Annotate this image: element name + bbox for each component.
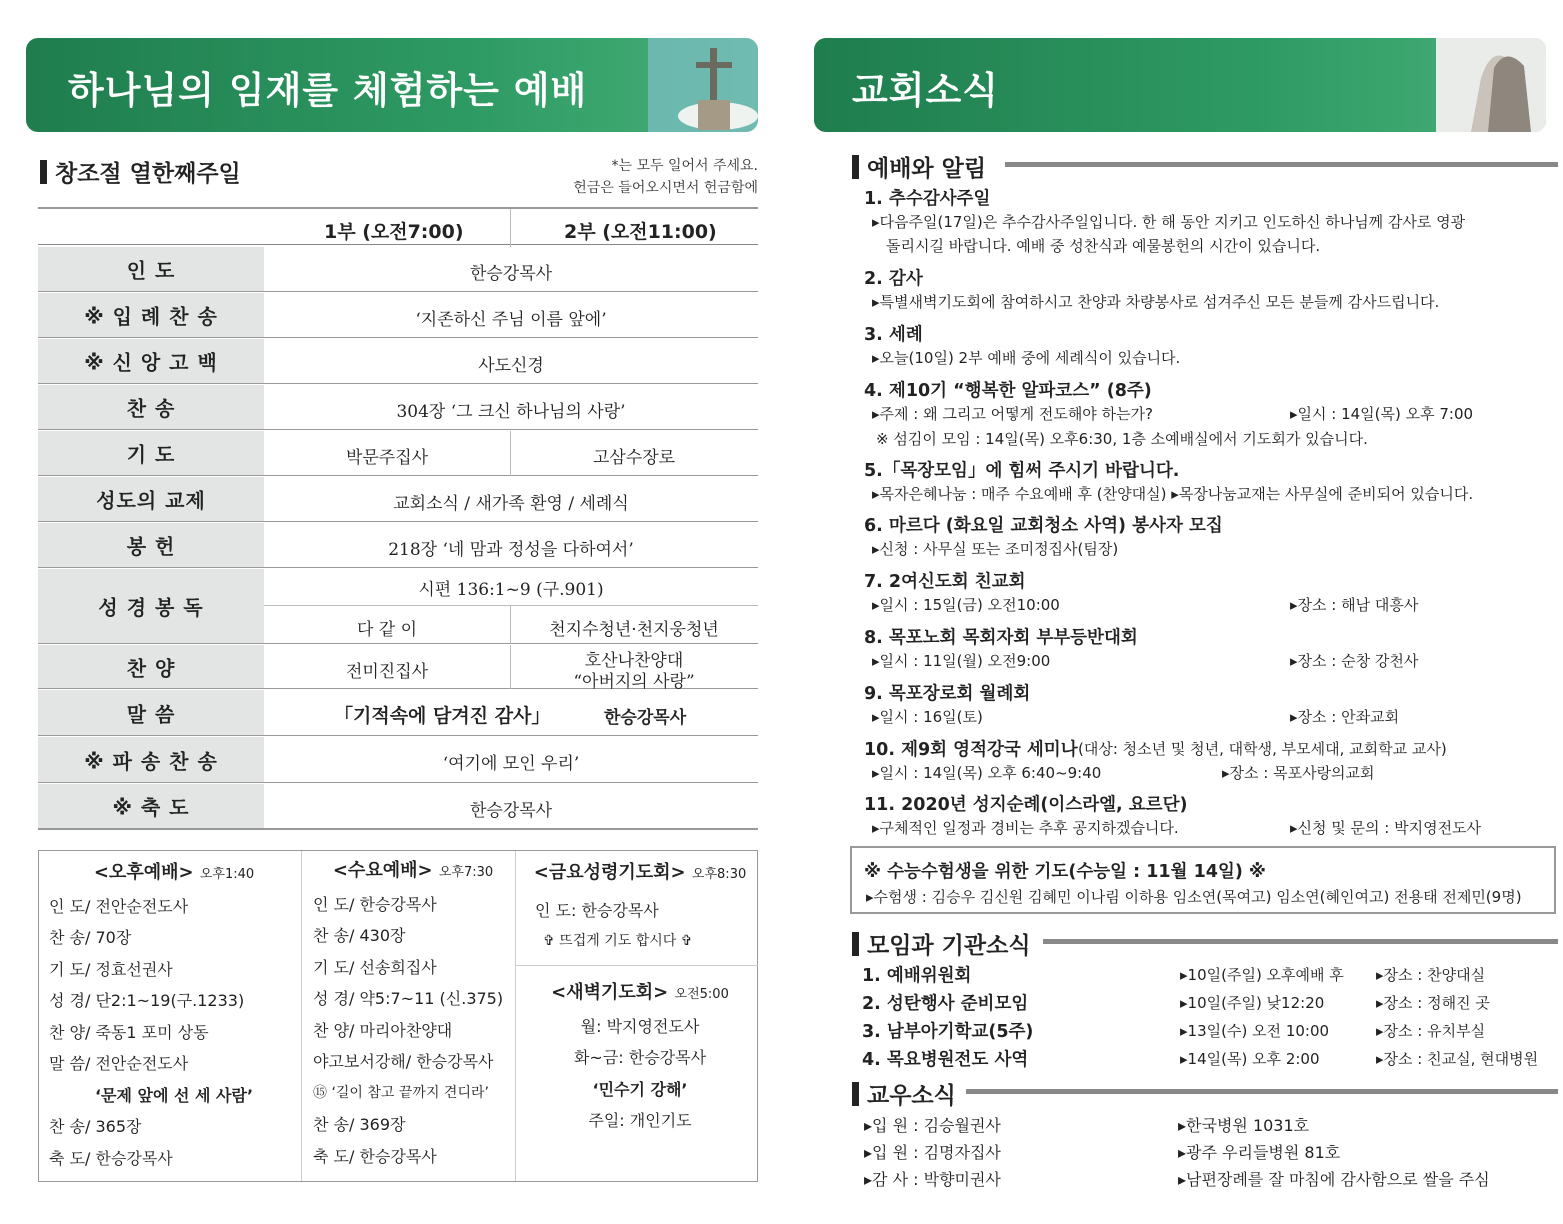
meeting-place: ▸장소 : 정해진 곳 xyxy=(1376,994,1490,1012)
row-value: 304장 ‘그 크신 하나님의 사랑’ xyxy=(396,402,626,422)
order-table-header xyxy=(38,207,758,245)
other-services-box xyxy=(38,850,758,1182)
row-value-first: 박문주집사 xyxy=(345,448,429,468)
row-label: 성도의 교제 xyxy=(96,488,206,513)
member-detail: ▸남편장례를 잘 마침에 감사함으로 쌀을 주심 xyxy=(1178,1170,1490,1189)
wednesday-service xyxy=(313,855,513,1172)
dawn-time: 오전5:00 xyxy=(674,987,729,1002)
second-service-header: 2부 (오전11:00) xyxy=(564,221,717,243)
notice-detail: ▸오늘(10일) 2부 예배 중에 세례식이 있습니다. xyxy=(872,349,1181,367)
notice-title: 2. 감사 xyxy=(864,269,923,289)
notice-subtitle: (대상: 청소년 및 청년, 대학생, 부모세대, 교회학교 교사) xyxy=(1078,740,1447,758)
worship-banner-title: 하나님의 임재를 체험하는 예배 xyxy=(68,69,588,112)
order-row xyxy=(38,784,758,830)
row-label: ※ 축 도 xyxy=(112,795,190,820)
section-meetings: 모임과 기관소식 xyxy=(852,927,1031,960)
notice-detail: ▸특별새벽기도회에 참여하시고 찬양과 차량봉사로 섬겨주신 모든 분들께 감사드립니다. xyxy=(872,293,1440,311)
order-row xyxy=(38,737,758,783)
notice-detail: ▸일시 : 11일(월) 오전9:00 xyxy=(872,652,1051,670)
row-value: 시편 136:1~9 (구.901) xyxy=(418,580,604,600)
row-value: 사도신경 xyxy=(478,356,544,376)
row-label: ※ 신 앙 고 백 xyxy=(84,350,218,375)
afternoon-line: 찬 송/ 365장 xyxy=(49,1117,142,1136)
member-item: ▸입 원 : 김승월권사 xyxy=(864,1116,1001,1135)
section-member-news: 교우소식 xyxy=(852,1077,956,1110)
exam-prayer-box xyxy=(850,846,1556,914)
worship-banner xyxy=(26,38,758,132)
afternoon-service xyxy=(49,857,299,1174)
notice-title: 5.「목장모임」에 힘써 주시기 바랍니다. xyxy=(864,461,1180,481)
row-value: 교회소식 / 새가족 환영 / 세례식 xyxy=(393,494,629,514)
notice-detail: ▸일시 : 16일(토) xyxy=(872,708,983,726)
order-row xyxy=(38,645,758,692)
notice-detail: ▸목자은혜나눔 : 매주 수요예배 후 (찬양대실) ▸목장나눔교재는 사무실에 준비되어 있습니다. xyxy=(872,485,1474,503)
order-row xyxy=(38,339,758,384)
wednesday-sermon: ⑮ ‘길이 참고 끝까지 견디라’ xyxy=(313,1084,489,1101)
member-detail: ▸광주 우리들병원 81호 xyxy=(1178,1143,1341,1162)
order-row xyxy=(38,385,758,430)
wednesday-title: <수요예배> xyxy=(332,860,433,881)
row-label: ※ 입 례 찬 송 xyxy=(84,304,218,329)
friday-time: 오후8:30 xyxy=(691,867,747,882)
row-label: 말 씀 xyxy=(126,702,176,726)
sermon-title: 「기적속에 담겨진 감사」 xyxy=(334,705,551,727)
afternoon-line: 축 도/ 한승강목사 xyxy=(49,1148,173,1168)
notice-title: 6. 마르다 (화요일 교회청소 사역) 봉사자 모집 xyxy=(864,516,1223,536)
order-row xyxy=(38,690,758,736)
meeting-when: ▸13일(수) 오전 10:00 xyxy=(1180,1022,1330,1040)
dawn-line: 월: 박지영전도사 xyxy=(580,1016,700,1036)
order-row xyxy=(38,293,758,338)
notice-detail: ▸일시 : 14일(목) 오후 6:40~9:40 xyxy=(872,764,1102,782)
order-row xyxy=(38,523,758,568)
notice-detail: ▸신청 : 사무실 또는 조미정집사(팀장) xyxy=(872,540,1119,558)
first-service-header: 1부 (오전7:00) xyxy=(324,221,464,243)
meeting-when: ▸10일(주일) 낮12:20 xyxy=(1180,994,1325,1012)
dawn-title: <새벽기도회> xyxy=(551,982,669,1003)
notice-title: 7. 2여신도회 친교회 xyxy=(864,572,1026,592)
dawn-line: 주일: 개인기도 xyxy=(588,1111,692,1130)
notice-title: 9. 목포장로회 월례회 xyxy=(864,684,1031,704)
notice-detail-right: ▸신청 및 문의 : 박지영전도사 xyxy=(1290,819,1482,837)
preacher: 한승강목사 xyxy=(604,708,687,728)
row-value-second: 고삼수장로 xyxy=(592,448,676,468)
order-row xyxy=(38,431,758,476)
wednesday-line: 찬 양/ 마리아찬양대 xyxy=(313,1020,453,1040)
friday-line: ✞ 뜨겁게 기도 합시다 ✞ xyxy=(543,933,693,949)
notice-detail-right: ▸장소 : 순창 강천사 xyxy=(1290,652,1419,670)
meeting-title: 3. 남부아기학교(5주) xyxy=(862,1022,1034,1042)
notice-detail-right: ▸장소 : 목포사랑의교회 xyxy=(1222,764,1375,782)
meeting-title: 4. 목요병원전도 사역 xyxy=(862,1050,1029,1070)
member-detail: ▸한국병원 1031호 xyxy=(1178,1116,1310,1135)
afternoon-time: 오후1:40 xyxy=(199,867,255,882)
notice-detail-right: ▸장소 : 해남 대흥사 xyxy=(1290,596,1419,614)
friday-title: <금요성령기도회> xyxy=(533,862,686,883)
afternoon-line: 찬 송/ 70장 xyxy=(49,928,132,947)
stand-note: *는 모두 일어서 주세요. xyxy=(611,158,758,174)
news-banner-title: 교회소식 xyxy=(852,69,999,112)
friday-line: 인 도: 한승강목사 xyxy=(535,900,659,920)
afternoon-line: 찬 양/ 죽동1 포미 상동 xyxy=(49,1022,209,1042)
notice-detail: ▸일시 : 15일(금) 오전10:00 xyxy=(872,596,1060,614)
row-value-choir: 호산나찬양대 xyxy=(584,651,684,671)
wednesday-line: 인 도/ 한승강목사 xyxy=(313,894,437,914)
order-heading: 창조절 열한째주일 xyxy=(40,155,241,188)
row-label: 찬 송 xyxy=(126,396,176,421)
afternoon-line: 인 도/ 전안순전도사 xyxy=(49,896,189,916)
wednesday-line: 성 경/ 약5:7~11 (신.375) xyxy=(313,989,504,1008)
row-value: ‘여기에 모인 우리’ xyxy=(442,754,580,774)
meeting-title: 2. 성탄행사 준비모임 xyxy=(862,994,1029,1014)
order-row xyxy=(38,477,758,522)
notice-detail: ※ 섬김이 모임 : 14일(목) 오후6:30, 1층 소예배실에서 기도회가 있습니다. xyxy=(876,430,1368,448)
wednesday-time: 오후7:30 xyxy=(438,865,494,880)
row-value: 218장 ‘네 맘과 정성을 다하여서’ xyxy=(388,540,634,560)
section-worship-notices: 예배와 알림 xyxy=(852,150,986,183)
exam-prayer-title: ※ 수능수험생을 위한 기도(수능일 : 11월 14일) ※ xyxy=(864,862,1266,882)
notice-detail: ▸주제 : 왜 그리고 어떻게 전도해야 하는가? xyxy=(872,405,1153,423)
news-banner xyxy=(814,38,1546,132)
notice-title: 3. 세례 xyxy=(864,325,923,345)
offering-note: 헌금은 들어오시면서 헌금함에 xyxy=(573,180,758,196)
row-label: 기 도 xyxy=(126,442,176,467)
notice-title: 4. 제10기 “행복한 알파코스” (8주) xyxy=(864,381,1152,401)
afternoon-line: 기 도/ 정효선권사 xyxy=(49,959,173,979)
row-value-first: 다 같 이 xyxy=(356,620,418,640)
wednesday-line: 야고보서강해/ 한승강목사 xyxy=(313,1052,494,1071)
dawn-line: ‘민수기 강해’ xyxy=(592,1079,688,1099)
dawn-service xyxy=(525,977,755,1137)
row-label: 찬 양 xyxy=(126,656,176,680)
afternoon-sermon: ‘문제 앞에 선 세 사람’ xyxy=(94,1085,254,1105)
praying-hands-icon xyxy=(1436,38,1546,132)
notice-title: 8. 목포노회 목회자회 부부등반대회 xyxy=(864,628,1138,648)
member-item: ▸감 사 : 박향미권사 xyxy=(864,1170,1001,1189)
row-value-song: “아버지의 사랑” xyxy=(573,672,695,692)
dawn-line: 화~금: 한승강목사 xyxy=(573,1048,707,1067)
notice-detail: ▸다음주일(17일)은 추수감사주일입니다. 한 해 동안 지키고 인도하신 하나님께 감사로 영광 xyxy=(872,213,1466,231)
wednesday-line: 축 도/ 한승강목사 xyxy=(313,1146,437,1166)
meeting-place: ▸장소 : 유치부실 xyxy=(1376,1022,1486,1040)
notice-title: 1. 추수감사주일 xyxy=(864,189,991,209)
notice-detail: ▸구체적인 일정과 경비는 추후 공지하겠습니다. xyxy=(872,819,1179,837)
wednesday-line: 찬 송/ 430장 xyxy=(313,926,406,945)
row-value: 한승강목사 xyxy=(469,264,553,284)
notice-title: 11. 2020년 성지순례(이스라엘, 요르단) xyxy=(864,795,1188,815)
row-value: 한승강목사 xyxy=(469,801,553,821)
meeting-title: 1. 예배위원회 xyxy=(862,966,972,986)
member-item: ▸입 원 : 김명자집사 xyxy=(864,1143,1001,1162)
wednesday-line: 찬 송/ 369장 xyxy=(313,1115,406,1134)
row-label: ※ 파 송 찬 송 xyxy=(84,749,218,773)
meeting-place: ▸장소 : 찬양대실 xyxy=(1376,966,1486,984)
row-value: ‘지존하신 주님 이름 앞에’ xyxy=(415,310,607,330)
afternoon-line: 말 씀/ 전안순전도사 xyxy=(49,1054,189,1073)
notice-detail-right: ▸장소 : 안좌교회 xyxy=(1290,708,1400,726)
meeting-place: ▸장소 : 친교실, 현대병원 xyxy=(1376,1050,1539,1068)
meeting-when: ▸10일(주일) 오후예배 후 xyxy=(1180,966,1344,984)
exam-prayer-students: ▸수험생 : 김승우 김신원 김혜민 이나림 이하용 임소연(목여고) 임소연(혜인여고) 전용태 전제민(9명) xyxy=(866,888,1522,906)
row-label: 성 경 봉 독 xyxy=(98,595,204,620)
friday-service xyxy=(525,857,755,958)
notice-title: 10. 제9회 영적강국 세미나 xyxy=(864,740,1078,760)
notice-detail-right: ▸일시 : 14일(목) 오후 7:00 xyxy=(1290,405,1474,423)
row-label: 인 도 xyxy=(126,258,176,283)
afternoon-line: 성 경/ 단2:1~19(구.1233) xyxy=(49,991,245,1010)
order-row xyxy=(38,247,758,292)
row-value-second: 천지수청년·천지웅청년 xyxy=(549,620,719,640)
order-row xyxy=(38,569,758,644)
afternoon-title: <오후예배> xyxy=(93,862,194,883)
row-label: 봉 헌 xyxy=(126,534,176,559)
notice-detail: 돌리시길 바랍니다. 예배 중 성찬식과 예물봉헌의 시간이 있습니다. xyxy=(886,237,1321,255)
wednesday-line: 기 도/ 선송희집사 xyxy=(313,957,437,977)
cross-icon xyxy=(648,38,758,132)
meeting-when: ▸14일(목) 오후 2:00 xyxy=(1180,1050,1320,1068)
row-value-first: 전미진집사 xyxy=(345,662,429,682)
